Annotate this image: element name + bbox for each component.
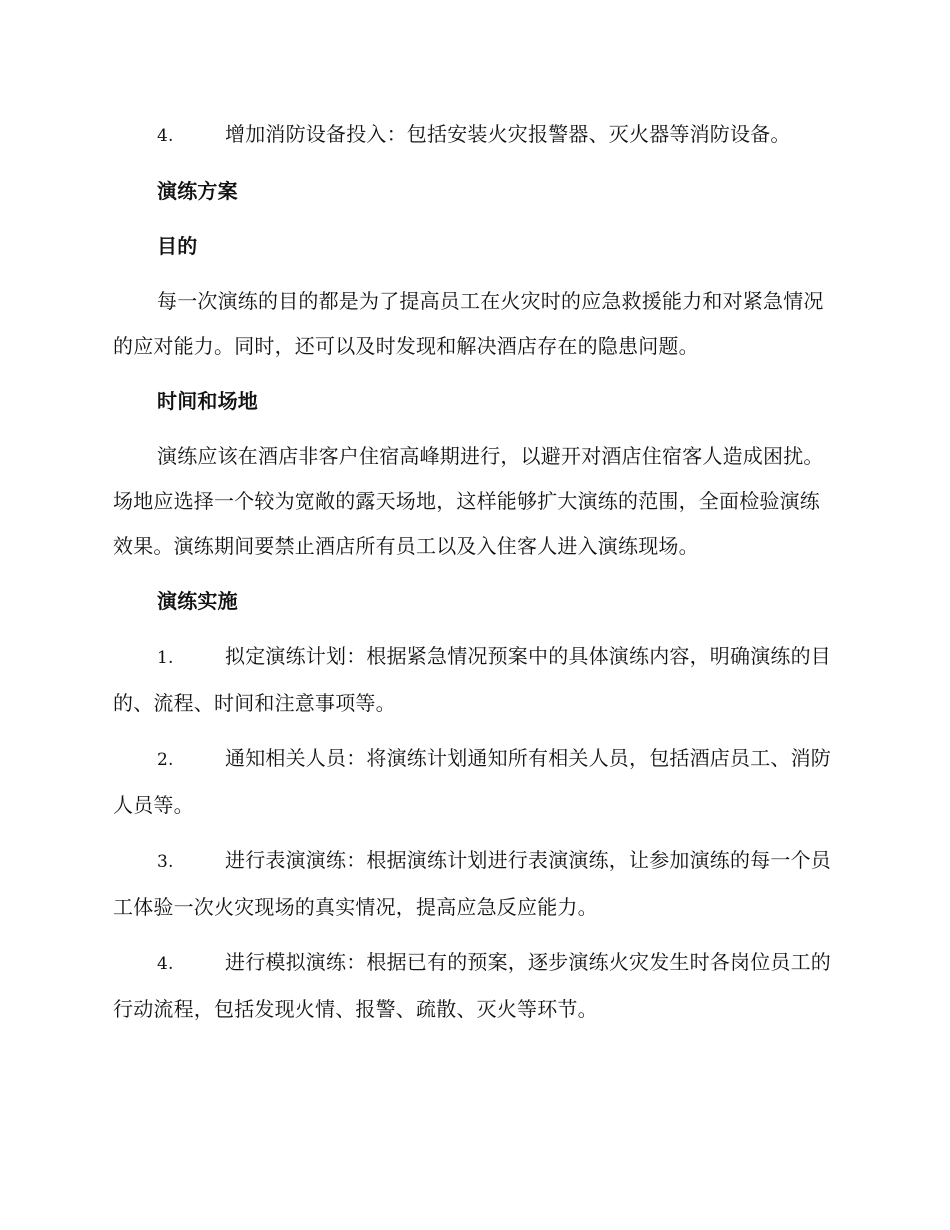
list-item-simulation-drill: [113, 940, 835, 1032]
heading-time-venue: 时间和场地: [157, 389, 258, 413]
list-item-equipment: [113, 112, 835, 159]
paragraph-purpose: 每一次演练的目的都是为了提高员工在火灾时的应急救援能力和对紧急情况的应对能力。同时，还可以及时发现和解决酒店存在的隐患问题。: [113, 289, 824, 358]
list-item-notify: [113, 736, 835, 828]
list-number: 3.: [157, 852, 174, 872]
list-number: 1.: [157, 648, 174, 668]
list-item-plan: [113, 634, 835, 726]
list-text: 增加消防设备投入：包括安装火灾报警器、灭火器等消防设备。: [225, 122, 791, 146]
list-text: 通知相关人员：将演练计划通知所有相关人员，包括酒店员工、消防人员等。: [113, 746, 831, 817]
heading-implementation: 演练实施: [157, 589, 238, 613]
list-number: 2.: [157, 750, 174, 770]
list-text: 进行模拟演练：根据已有的预案，逐步演练火灾发生时各岗位员工的行动流程，包括发现火情、报警、疏散、灭火等环节。: [113, 950, 831, 1021]
document-body: [113, 112, 835, 1042]
list-number: 4.: [157, 954, 174, 974]
list-text: 进行表演演练：根据演练计划进行表演演练，让参加演练的每一个员工体验一次火灾现场的真实情况，提高应急反应能力。: [113, 848, 831, 919]
heading-purpose: 目的: [157, 234, 198, 258]
list-item-performance-drill: [113, 838, 835, 930]
list-text: 拟定演练计划：根据紧急情况预案中的具体演练内容，明确演练的目的、流程、时间和注意事项等。: [113, 644, 831, 715]
paragraph-time-venue: 演练应该在酒店非客户住宿高峰期进行，以避开对酒店住宿客人造成困扰。场地应选择一个较为宽敞的露天场地，这样能够扩大演练的范围，全面检验演练效果。演练期间要禁止酒店所有员工以及入住客人进入演练现场。: [113, 444, 824, 558]
list-number: 4.: [157, 126, 174, 146]
heading-drill-plan: 演练方案: [157, 179, 238, 203]
